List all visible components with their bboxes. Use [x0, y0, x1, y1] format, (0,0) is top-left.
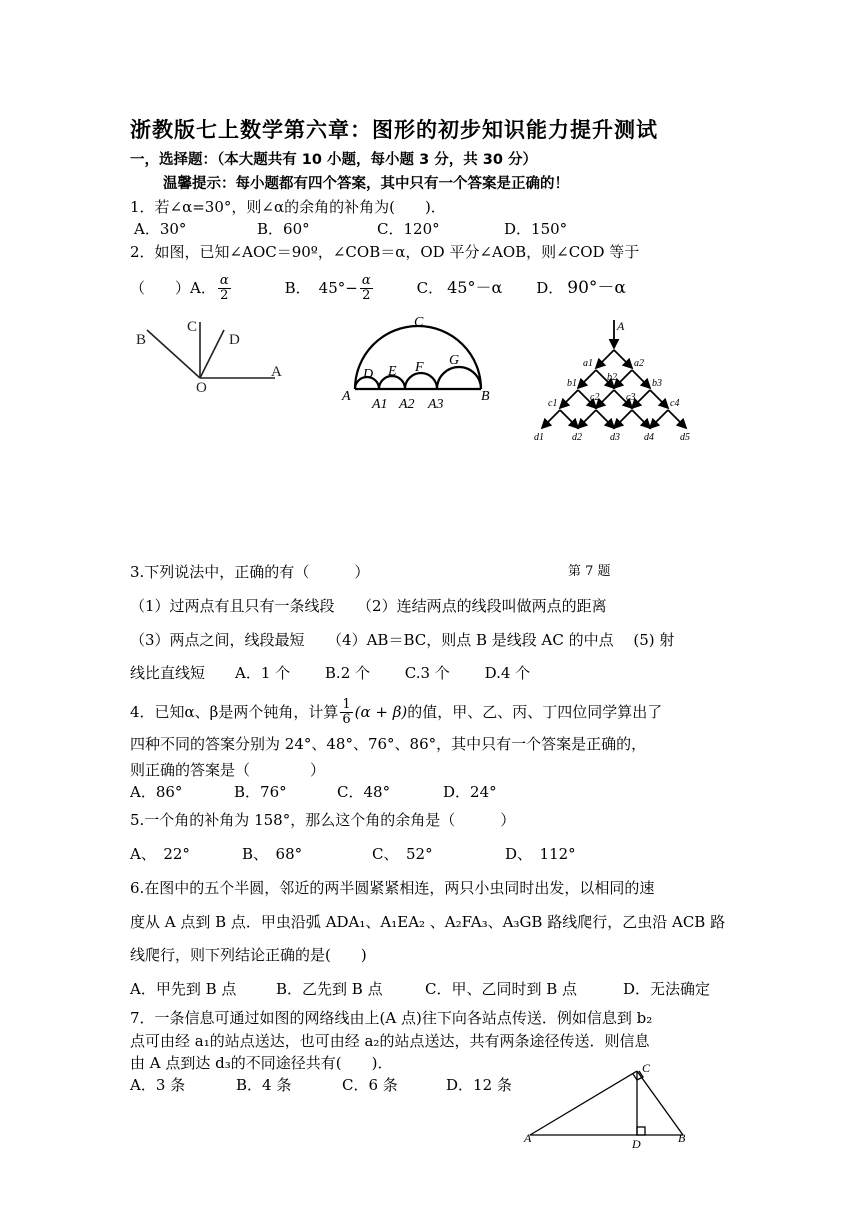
fig2-label-a3: A3: [428, 397, 444, 412]
q6-option-c: C．甲、乙同时到 B 点: [425, 980, 578, 998]
q4-option-c: C．48°: [337, 783, 391, 801]
q4-options: [130, 782, 497, 802]
fig3-label-c4: c4: [670, 398, 680, 409]
fig3-label-d5: d5: [680, 432, 690, 443]
fig3-label-d2: d2: [572, 432, 582, 443]
q5-option-b: B、 68°: [242, 845, 303, 863]
q4-stem-b: 的值，甲、乙、丙、丁四位同学算出了: [407, 703, 663, 721]
q7-option-a: A．3 条: [130, 1076, 186, 1094]
page-title: 浙教版七上数学第六章：图形的初步知识能力提升测试: [130, 118, 658, 142]
q4-stem-a: 4．已知α、β是两个钝角，计算: [130, 703, 339, 721]
fig3-label-a2: a2: [634, 358, 644, 369]
q2-option-a-label: A．: [190, 279, 216, 297]
q2-option-b-prefix: 45°−: [318, 279, 358, 297]
fig3-label-c2: c2: [590, 392, 600, 403]
q3-line-2: （3）两点之间，线段最短 （4）AB＝BC，则点 B 是线段 AC 的中点 (5) 射: [130, 631, 675, 649]
q7-options: [130, 1075, 512, 1095]
fig3-label-c3: c3: [626, 392, 636, 403]
q4-option-b: B．76°: [234, 783, 287, 801]
figure-angles: [130, 312, 290, 397]
q2-option-d-label: D．: [536, 279, 564, 297]
q4-option-d: D．24°: [443, 783, 497, 801]
q4-frac-den: 6: [342, 711, 351, 727]
arc-f: [405, 373, 437, 389]
q6-option-d: D．无法确定: [623, 980, 711, 998]
q1-option-a: A．30°: [134, 220, 187, 238]
fig3-label-b3: b3: [652, 378, 662, 389]
section-tip: 温馨提示：每小题都有四个答案，其中只有一个答案是正确的！: [163, 176, 569, 192]
fig3-label-b1: b1: [567, 378, 577, 389]
figure-right-triangle: [520, 1060, 700, 1150]
fig3-label-d4: d4: [644, 432, 654, 443]
q2-option-c: 45°－α: [447, 278, 503, 297]
q1-stem: 1．若∠α=30°，则∠α的余角的补角为( )．: [130, 198, 446, 216]
q2-frac-a-den: 2: [220, 287, 229, 303]
q2-paren: （ ）: [130, 279, 191, 297]
side-cb: [637, 1071, 683, 1135]
fig1-label-c: C: [187, 319, 198, 335]
q6-option-b: B．乙先到 B 点: [276, 980, 383, 998]
fig3-label-a1: a1: [583, 358, 593, 369]
q2-option-b-label: B．: [284, 279, 311, 297]
figure-network: [530, 318, 700, 446]
q7-option-d: D．12 条: [446, 1076, 512, 1094]
figure-caption: 第 7 题: [568, 564, 611, 579]
fig1-label-b: B: [136, 332, 147, 348]
fig3-label-b2: b2: [607, 372, 617, 383]
q6-options: [130, 979, 710, 999]
fig2-label-b: B: [481, 389, 490, 404]
q6-line-1: 6.在图中的五个半圆，邻近的两半圆紧紧相连，两只小虫同时出发，以相同的速: [130, 879, 655, 897]
q7-option-b: B．4 条: [236, 1076, 292, 1094]
q3-line-3: 线比直线短 A．1 个 B.2 个 C.3 个 D.4 个: [130, 664, 531, 682]
q3-stem: 3.下列说法中，正确的有（ ）: [130, 563, 370, 581]
fig1-label-a: A: [271, 364, 282, 380]
q4-line-3: 则正确的答案是（ ）: [130, 761, 326, 779]
q3-line-1: （1）过两点有且只有一条线段 （2）连结两点的线段叫做两点的距离: [130, 597, 607, 615]
q4-expr: (α + β): [354, 703, 408, 721]
fig2-label-a: A: [342, 389, 351, 404]
q2-frac-a-num: α: [219, 272, 229, 288]
q2-option-d: 90°－α: [567, 278, 626, 298]
fig4-label-c: C: [642, 1061, 651, 1075]
fig2-label-c: C: [414, 315, 424, 330]
q6-line-2: 度从 A 点到 B 点．甲虫沿弧 ADA₁、A₁EA₂ 、A₂FA₃、A₃GB 路线爬行，乙虫沿 ACB 路: [130, 913, 726, 931]
fig2-label-f: F: [415, 360, 424, 375]
figure-semicircles: [340, 312, 500, 412]
q7-line-1: 7．一条信息可通过如图的网络线由上(A 点)往下向各站点传送．例如信息到 b₂: [130, 1009, 653, 1027]
ray-ob: [147, 330, 200, 378]
q1-option-b: B．60°: [257, 220, 310, 238]
q2-option-b-fraction: [360, 274, 373, 303]
q5-option-c: C、 52°: [372, 845, 433, 863]
q5-option-a: A、 22°: [130, 845, 190, 863]
q4-option-a: A．86°: [130, 783, 183, 801]
q1-options: [134, 219, 567, 239]
q2-stem: 2．如图，已知∠AOC＝90º，∠COB＝α，OD 平分∠AOB，则∠COD 等于: [130, 243, 640, 261]
q5-options: [130, 844, 576, 864]
q5-stem: 5.一个角的补角为 158°，那么这个角的余角是（ ）: [130, 811, 516, 829]
fig3-label-d1: d1: [534, 432, 544, 443]
q2-option-c-label: C．: [416, 279, 444, 297]
fig4-label-a: A: [524, 1131, 532, 1145]
section-header: 一，选择题：（本大题共有 10 小题，每小题 3 分，共 30 分）: [130, 152, 537, 168]
q4-frac-num: 1: [342, 696, 351, 712]
q4-fraction: [340, 698, 352, 727]
fig1-label-d: D: [229, 332, 240, 348]
fig2-label-a2: A2: [399, 397, 415, 412]
q7-line-2: 点可由经 a₁的站点送达，也可由经 a₂的站点送达，共有两条途径传送．则信息: [130, 1032, 650, 1050]
q5-option-d: D、 112°: [505, 845, 576, 863]
arc-g: [437, 367, 481, 389]
fig3-label-a: A: [617, 319, 625, 333]
fig2-label-e: E: [388, 364, 397, 379]
q2-frac-b-den: 2: [362, 287, 371, 303]
fig3-label-c1: c1: [548, 398, 558, 409]
ray-od: [200, 330, 224, 378]
q6-option-a: A．甲先到 B 点: [130, 980, 237, 998]
q1-option-c: C．120°: [377, 220, 440, 238]
q7-option-c: C．6 条: [342, 1076, 398, 1094]
q2-option-a-fraction: [218, 274, 231, 303]
q4-line-2: 四种不同的答案分别为 24°、48°、76°、86°，其中只有一个答案是正确的，: [130, 735, 647, 753]
fig4-label-b: B: [678, 1131, 686, 1145]
fig1-label-o: O: [196, 380, 207, 396]
q7-line-3: 由 A 点到达 d₃的不同途径共有( )．: [130, 1054, 393, 1072]
q6-line-3: 线爬行，则下列结论正确的是( ): [130, 946, 367, 964]
side-ac: [530, 1071, 637, 1135]
q1-option-d: D．150°: [504, 220, 568, 238]
fig2-label-g: G: [449, 353, 460, 368]
q4-stem: [130, 694, 662, 730]
fig2-label-a1: A1: [372, 397, 388, 412]
q2-options: [130, 270, 626, 306]
fig3-label-d3: d3: [610, 432, 620, 443]
fig4-label-d: D: [632, 1137, 641, 1150]
fig2-label-d: D: [363, 367, 374, 382]
right-angle-mark-d: [637, 1127, 645, 1135]
q2-frac-b-num: α: [361, 272, 371, 288]
